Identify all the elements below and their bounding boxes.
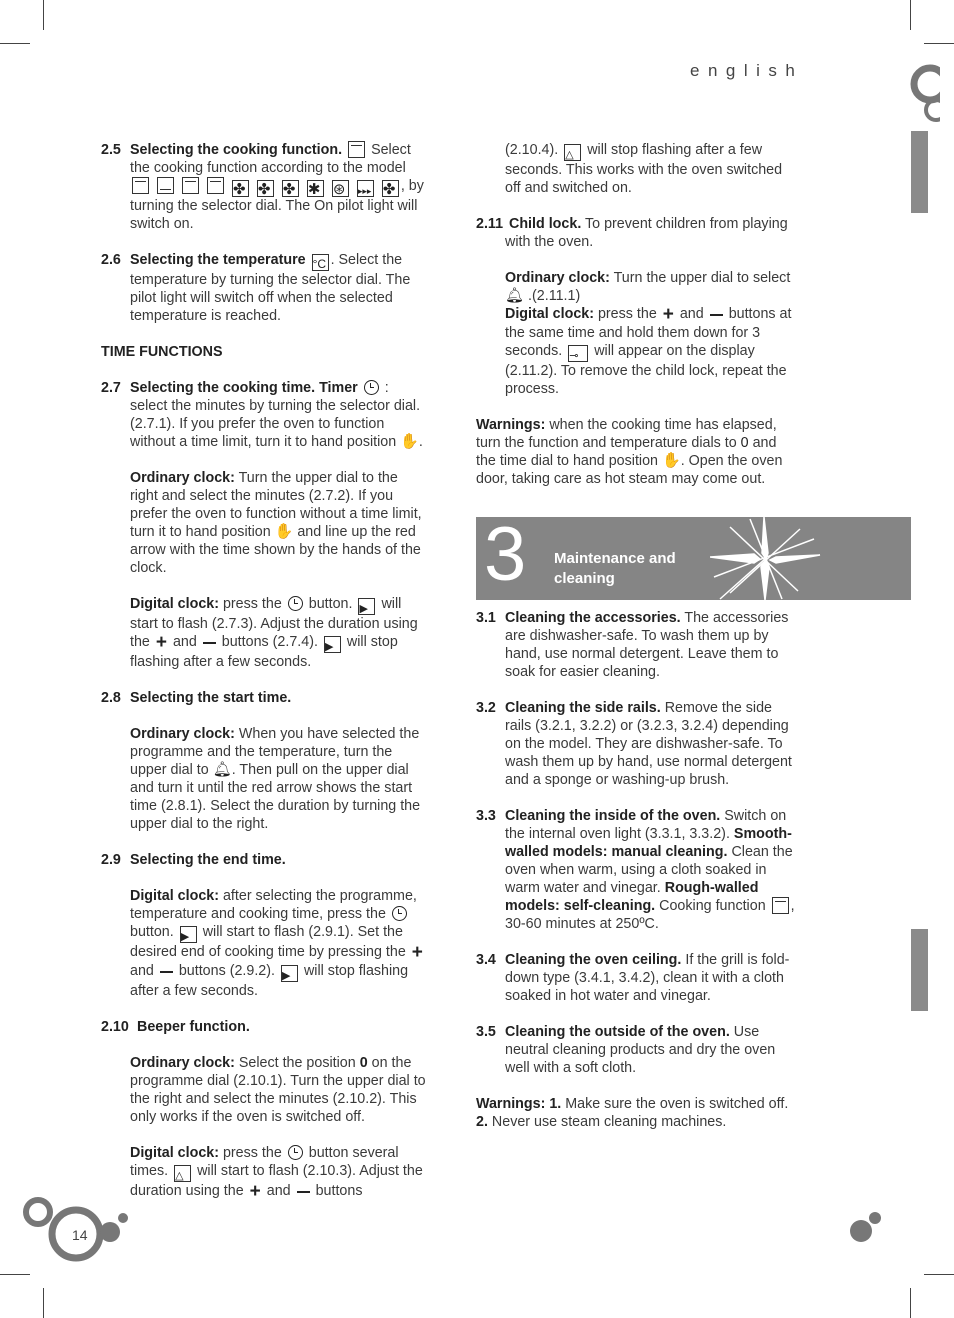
clock-icon (288, 1145, 303, 1160)
clock-icon (364, 380, 379, 395)
paragraph-text: Turn the upper dial to select (613, 270, 791, 286)
play-icon: ▶ (281, 965, 298, 982)
section-text: , 30-60 minutes at 250ºC. (505, 898, 795, 932)
paragraph-text: buttons (2.7.4). (221, 634, 318, 650)
paragraph-text: will stop flashing after a few seconds. (130, 634, 398, 670)
paragraph-text: buttons (2.9.2). (178, 963, 275, 979)
paragraph-text: Never use steam cleaning machines. (491, 1114, 727, 1130)
page-number: 14 (72, 1227, 88, 1243)
section-3-5 (476, 1023, 796, 1077)
section-2-11 (476, 215, 796, 398)
section-3-1 (476, 609, 796, 681)
decor-circle-top-right (900, 62, 940, 132)
play-icon: ▶ (324, 636, 341, 653)
ordinary-clock-label: Ordinary clock: (505, 270, 610, 286)
minus-icon (710, 314, 723, 316)
position-zero: 0 (740, 435, 749, 451)
beeper-continuation (476, 141, 796, 197)
minus-icon (160, 971, 173, 973)
section-title: Selecting the temperature (130, 252, 306, 268)
oven-function-icon (772, 897, 789, 914)
hand-icon: ✋ (400, 433, 419, 450)
paragraph-text: When you have selected the programme and the temperature, turn the upper dial to (130, 726, 420, 778)
section-text: Use neutral cleaning products and dry the oven well with a soft cloth. (505, 1024, 776, 1076)
paragraph-text: press the (222, 596, 282, 612)
thermometer-icon: °C (312, 254, 329, 271)
side-tab-bar (911, 131, 928, 213)
crop-mark (0, 43, 30, 44)
paragraph-text: after selecting the programme, temperature and cooking time, press the (130, 888, 417, 922)
paragraph-text: buttons at the same time and hold them down for 3 seconds. (505, 306, 792, 359)
section-3-3 (476, 807, 796, 933)
section-number: 2.11 (476, 216, 504, 232)
paragraph-text: on the programme dial (2.10.1). Turn the upper dial to the right and select the minutes (2.10.2). This only works if the oven is switched off. (130, 1055, 426, 1125)
crop-mark (43, 0, 44, 30)
paragraph-text: press the (597, 306, 657, 322)
warnings-paragraph (476, 416, 796, 488)
section-2-10 (101, 1018, 426, 1201)
section-band-title (554, 549, 676, 589)
section-number: 2.6 (101, 252, 121, 268)
fast-heat-function-icon: ▸▸▸ (357, 180, 374, 197)
clock-icon (392, 906, 407, 921)
section-2-8 (101, 689, 426, 833)
paragraph-text: will stop flashing after a few seconds. This works with the oven switched off and switched on. (505, 142, 783, 196)
ordinary-clock-paragraph (505, 269, 796, 305)
plus-icon: + (155, 632, 167, 653)
section-text: : select the minutes by turning the selector dial. (2.7.1). If you prefer the oven to function without a time limit, turn it to hand position (130, 380, 421, 450)
digital-clock-label: Digital clock: (505, 306, 594, 322)
defrost-function-icon: ✱ (307, 180, 324, 197)
digital-clock-paragraph (130, 595, 426, 671)
plus-icon: + (249, 1181, 261, 1202)
paragraph-text: and (679, 306, 704, 322)
crop-mark (43, 1288, 44, 1318)
crop-mark (924, 1274, 954, 1275)
section-3-band (476, 512, 911, 600)
digital-clock-label: Digital clock: (130, 888, 219, 904)
section-number: 2.7 (101, 380, 121, 396)
decor-circles-bottom-right (845, 1205, 890, 1250)
paragraph-text: will appear on the display (2.11.2). To remove the child lock, repeat the process. (505, 343, 787, 397)
section-title: Selecting the cooking function. (130, 142, 343, 158)
ordinary-clock-label: Ordinary clock: (130, 1055, 235, 1071)
digital-clock-paragraph (130, 887, 426, 1000)
section-title: Selecting the cooking time. Timer (130, 380, 358, 396)
section-title: Cleaning the oven ceiling. (505, 952, 682, 968)
section-text: Switch on the internal oven light (3.3.1, 3.3.2). (505, 808, 787, 842)
fan-function-icon: ✤ (232, 180, 249, 197)
ordinary-clock-paragraph (130, 725, 426, 833)
hand-icon: ✋ (662, 452, 681, 469)
section-text: Remove the side rails (3.2.1, 3.2.2) or (3.2.3, 3.2.4) depending on the model. They are dishwasher-safe. To wash them up by hand, use normal detergent and a sponge or washing-up brush. (505, 700, 792, 788)
paragraph-text: and (172, 634, 197, 650)
section-text: Cooking function (659, 898, 766, 914)
paragraph-text: will start to flash (2.9.1). Set the desired end of cooking time by pressing the (130, 924, 406, 960)
oven-function-icon (132, 177, 149, 194)
section-2-9 (101, 851, 426, 1000)
right-column-lower (476, 609, 796, 1149)
plus-icon: + (662, 304, 674, 325)
side-tab-bar (911, 929, 928, 1011)
section-title: Cleaning the accessories. (505, 610, 681, 626)
paragraph-text: . Then pull on the upper dial and turn it until the red arrow shows the start time (2.8.1). Select the duration by turning the upper dial to the right. (130, 762, 421, 832)
section-text: The accessories are dishwasher-safe. To wash them up by hand, use normal detergent. Leave them to soak for easier cleaning. (505, 610, 789, 680)
language-label: english (690, 61, 804, 80)
section-title: Selecting the end time. (130, 852, 286, 868)
section-title: Cleaning the side rails. (505, 700, 661, 716)
digital-clock-label: Digital clock: (130, 1145, 219, 1161)
ordinary-clock-paragraph (130, 1054, 426, 1126)
section-2-6 (101, 251, 426, 325)
band-title-line: Maintenance and (554, 550, 676, 567)
paragraph-text: and the time dial to hand position (476, 435, 777, 469)
band-title-line: cleaning (554, 570, 615, 587)
warning-number: 2. (476, 1114, 488, 1130)
section-number: 3.1 (476, 610, 496, 626)
section-number: 2.8 (101, 690, 121, 706)
paragraph-text: will stop flashing after a few seconds. (130, 963, 409, 999)
section-text: Select the cooking function according to the model (130, 142, 411, 176)
digital-clock-paragraph (505, 305, 796, 398)
hand-icon: ✋ (274, 523, 294, 540)
section-number: 3.4 (476, 952, 496, 968)
paragraph-text: will start to flash (2.7.3). Adjust the duration using the (130, 596, 418, 650)
section-emphasis: Smooth-walled models: manual cleaning. (505, 826, 792, 860)
oven-function-icon (182, 177, 199, 194)
section-number: 2.10 (101, 1019, 129, 1035)
clock-icon (288, 596, 303, 611)
section-text: If the grill is fold-down type (3.4.1, 3.4.2), clean it with a cloth soaked in hot water and vinegar. (505, 952, 790, 1004)
section-title: Child lock. (509, 216, 582, 232)
section-text: Clean the oven when warm, using a cloth soaked in warm water and vinegar. (505, 844, 793, 896)
bell-icon: △ (174, 1165, 191, 1182)
section-3-4 (476, 951, 796, 1005)
oven-function-icon (348, 141, 365, 158)
crop-mark (910, 1288, 911, 1318)
fan-grill-function-icon: ✤ (382, 180, 399, 197)
crop-mark (910, 0, 911, 30)
paragraph-text: . Open the oven door, taking care as hot steam may come out. (476, 453, 783, 487)
crop-mark (924, 43, 954, 44)
key-icon: ⊸ (568, 345, 588, 362)
section-title: Cleaning the outside of the oven. (505, 1024, 730, 1040)
warnings-label: Warnings: (476, 417, 546, 433)
section-title: Beeper function. (137, 1019, 250, 1035)
paragraph-text: and (266, 1183, 291, 1199)
section-number: 3.3 (476, 808, 496, 824)
section-title: Selecting the start time. (130, 690, 292, 706)
paragraph-text: .(2.11.1) (528, 288, 581, 304)
oven-function-icon (157, 177, 174, 194)
section-number: 3.5 (476, 1024, 496, 1040)
paragraph-text: Select the position (238, 1055, 356, 1071)
left-column (101, 141, 426, 1219)
section-number: 2.5 (101, 142, 121, 158)
paragraph-text: Turn the upper dial to the right and select the minutes (2.7.2). If you prefer the oven to function without a time limit, turn it to hand position (130, 470, 422, 540)
oven-function-icon (207, 177, 224, 194)
bell-icon: △ (564, 144, 581, 161)
paragraph-text: button. (308, 596, 353, 612)
fan-function-icon: ✤ (257, 180, 274, 197)
ordinary-clock-paragraph (130, 469, 426, 577)
minus-icon (203, 642, 216, 644)
ordinary-clock-label: Ordinary clock: (130, 726, 235, 742)
warnings-label: Warnings: 1. (476, 1096, 562, 1112)
paragraph-text: when the cooking time has elapsed, turn the function and temperature dials to (476, 417, 777, 451)
bell-icon: 🔔︎ (212, 761, 232, 778)
paragraph-text: and (130, 963, 154, 979)
section-2-5 (101, 141, 426, 233)
play-icon: ▶ (180, 926, 197, 943)
section-text: . (418, 434, 423, 450)
section-2-7 (101, 379, 426, 671)
paragraph-text: will start to flash (2.10.3). Adjust the duration using the (130, 1163, 423, 1199)
sparkle-icon (710, 517, 830, 600)
paragraph-text: press the (222, 1145, 282, 1161)
digital-clock-label: Digital clock: (130, 596, 219, 612)
section-title: Cleaning the inside of the oven. (505, 808, 721, 824)
ordinary-clock-label: Ordinary clock: (130, 470, 235, 486)
fan-ring-function-icon: ⊛ (332, 180, 349, 197)
position-zero: 0 (359, 1055, 368, 1071)
section-emphasis: Rough-walled models: self-cleaning. (505, 880, 759, 914)
section-number: 3.2 (476, 700, 496, 716)
right-column-upper (476, 141, 796, 506)
plus-icon: + (411, 942, 423, 963)
section-band-number: 3 (484, 512, 527, 597)
paragraph-text: Make sure the oven is switched off. (565, 1096, 789, 1112)
time-functions-heading: TIME FUNCTIONS (101, 344, 223, 360)
paragraph-text: button several times. (130, 1145, 399, 1179)
paragraph-text: (2.10.4). (505, 142, 559, 158)
bell-icon: 🔔︎ (505, 287, 525, 304)
paragraph-text: buttons (315, 1183, 363, 1199)
paragraph-text: button. (130, 924, 174, 940)
paragraph-text: and line up the red arrow with the time shown by the hands of the clock. (130, 524, 421, 576)
play-icon: ▶ (358, 598, 375, 615)
section-number: 2.9 (101, 852, 121, 868)
section-3-2 (476, 699, 796, 789)
digital-clock-paragraph (130, 1144, 426, 1201)
minus-icon (297, 1191, 310, 1193)
fan-function-icon: ✤ (282, 180, 299, 197)
section-text: . Select the temperature by turning the selector dial. The pilot light will switch off when the selected temperature is reached. (130, 252, 411, 324)
crop-mark (0, 1274, 30, 1275)
section-text: To prevent children from playing with the oven. (505, 216, 788, 250)
warnings-paragraph (476, 1095, 796, 1131)
section-text: , by turning the selector dial. The On pilot light will switch on. (130, 178, 424, 232)
